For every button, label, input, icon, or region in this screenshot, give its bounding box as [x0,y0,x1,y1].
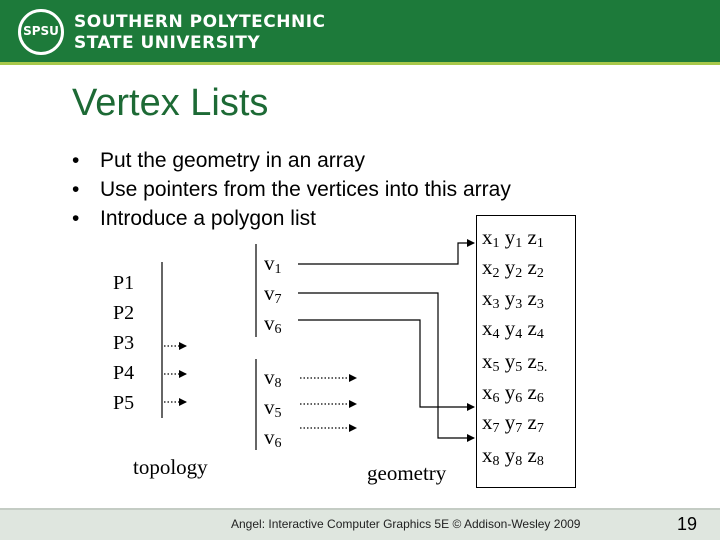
polygon-item: P1 [113,272,135,294]
pointer-v6-to-x6 [298,320,474,407]
polygon-item: P3 [113,332,135,354]
page-number: 19 [677,514,698,534]
footer-citation: Angel: Interactive Computer Graphics 5E © Addison-Wesley 2009 [231,517,581,531]
vertex-list-1 [264,248,282,338]
geometry-label: geometry [367,461,447,485]
university-name-line1: SOUTHERN POLYTECHNIC [74,12,326,32]
geometry-row: $x_6$ $y_6$ $z_6$ [482,380,544,406]
geometry-row: $x_7$ $y_7$ $z_7$ [482,410,544,436]
bullet-icon: • [72,207,80,230]
vertex-ref: $v_6$ [264,311,282,337]
vertex-ref: $v_6$ [264,425,282,451]
geometry-row: $x_8$ $y_8$ $z_8$ [482,443,544,469]
polygon-item: P2 [113,302,135,324]
bullet-text: Introduce a polygon list [100,207,316,230]
polygon-item: P5 [113,392,135,414]
geometry-row: $x_1$ $y_1$ $z_1$ [482,225,544,251]
vertex-ref: $v_8$ [264,365,282,391]
slide-title: Vertex Lists [72,82,269,124]
university-name-line2: STATE UNIVERSITY [74,33,261,53]
vertex-ref: $v_7$ [264,281,282,307]
polygon-item: P4 [113,362,135,384]
geometry-row: $x_2$ $y_2$ $z_2$ [482,255,544,281]
bullet-text: Use pointers from the vertices into this array [100,178,511,201]
vertex-list-2 [264,362,282,452]
pointer-v1-to-x1 [298,243,474,264]
geometry-row: $x_5$ $y_5$ $z_{5.}$ [482,349,548,375]
vertex-ref: $v_5$ [264,395,282,421]
logo-text: SPSU [23,24,59,38]
bullet-text: Put the geometry in an array [100,149,365,172]
polygon-list [113,268,134,418]
topology-label: topology [133,455,208,479]
bullet-icon: • [72,178,80,201]
geometry-row: $x_3$ $y_3$ $z_3$ [482,286,544,312]
geometry-row: $x_4$ $y_4$ $z_4$ [482,316,544,342]
pointer-v7-to-x7 [298,293,474,438]
vertex-ref: $v_1$ [264,251,282,277]
bullet-icon: • [72,149,80,172]
